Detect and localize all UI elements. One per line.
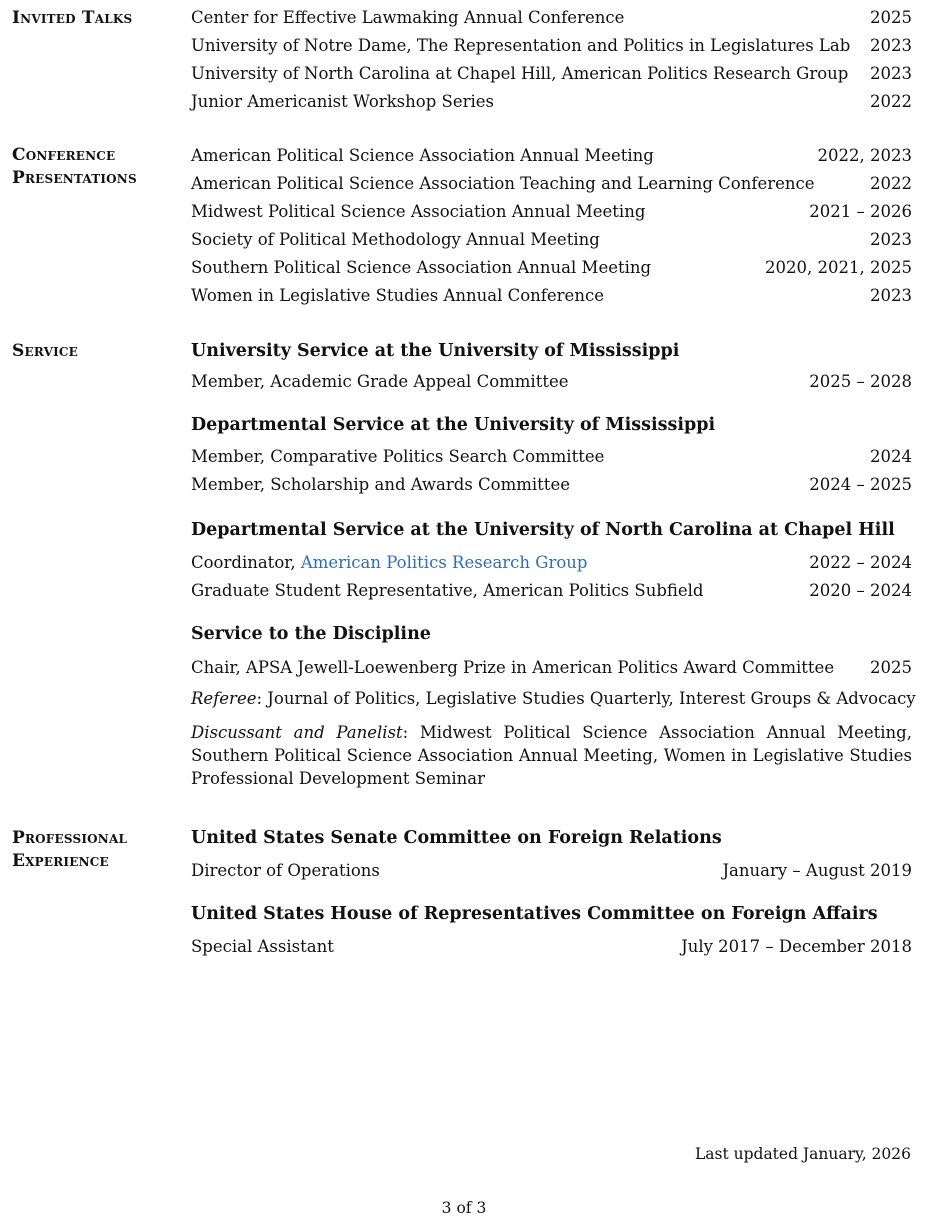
section-heading-service: Service: [12, 341, 78, 361]
last-updated-note: Last updated January, 2026: [694, 1145, 911, 1163]
subsection-title: Departmental Service at the University of North Carolina at Chapel Hill: [191, 520, 895, 540]
list-item: Special Assistant July 2017 – December 2018: [191, 937, 912, 956]
section-heading-conference-presentations: Conference Presentations: [12, 145, 137, 188]
professional-experience-list: [191, 825, 912, 961]
list-item: Graduate Student Representative, American Politics Subfield 2020 – 2024: [191, 581, 912, 600]
subsection-title: University Service at the University of Mississippi: [191, 341, 680, 361]
job-org: United States House of Representatives Committee on Foreign Affairs: [191, 904, 878, 924]
invited-talks-list: [191, 4, 912, 116]
list-item: University of Notre Dame, The Representation and Politics in Legislatures Lab 2023: [191, 36, 912, 55]
service-list: [191, 338, 916, 790]
list-item: Midwest Political Science Association Annual Meeting 2021 – 2026: [191, 202, 912, 221]
section-heading-professional-experience: Professional Experience: [12, 828, 128, 871]
list-item: Coordinator, American Politics Research Group 2022 – 2024: [191, 553, 912, 572]
list-item: Society of Political Methodology Annual Meeting 2023: [191, 230, 912, 249]
list-item: Member, Scholarship and Awards Committee 2024 – 2025: [191, 475, 912, 494]
conference-presentations-list: [191, 142, 912, 310]
page-number: 3 of 3: [441, 1199, 487, 1217]
list-item: Junior Americanist Workshop Series 2022: [191, 92, 912, 111]
list-item: Member, Academic Grade Appeal Committee 2025 – 2028: [191, 372, 912, 391]
list-item: American Political Science Association Annual Meeting 2022, 2023: [191, 146, 912, 165]
list-item: University of North Carolina at Chapel Hill, American Politics Research Group 2023: [191, 64, 912, 83]
discussant-list: Discussant and Panelist: Midwest Political Science Association Annual Meeting, Southern Political Science Association Annual Meeting, Women in Legislative Studies Professional Development Seminar: [191, 723, 912, 788]
list-item: Member, Comparative Politics Search Committee 2024: [191, 447, 912, 466]
referee-list: Referee: Journal of Politics, Legislative Studies Quarterly, Interest Groups & Advocacy: [191, 689, 916, 708]
section-heading-invited-talks: Invited Talks: [12, 8, 133, 28]
list-item: Southern Political Science Association Annual Meeting 2020, 2021, 2025: [191, 258, 912, 277]
list-item: Director of Operations January – August 2019: [191, 861, 912, 880]
job-org: United States Senate Committee on Foreign Relations: [191, 828, 722, 848]
american-politics-research-group-link[interactable]: American Politics Research Group: [300, 553, 588, 572]
list-item: Chair, APSA Jewell-Loewenberg Prize in American Politics Award Committee 2025: [191, 658, 912, 677]
list-item: Center for Effective Lawmaking Annual Conference 2025: [191, 8, 912, 27]
list-item: American Political Science Association Teaching and Learning Conference 2022: [191, 174, 912, 193]
subsection-title: Service to the Discipline: [191, 624, 431, 644]
subsection-title: Departmental Service at the University of Mississippi: [191, 415, 716, 435]
list-item: Women in Legislative Studies Annual Conference 2023: [191, 286, 912, 305]
